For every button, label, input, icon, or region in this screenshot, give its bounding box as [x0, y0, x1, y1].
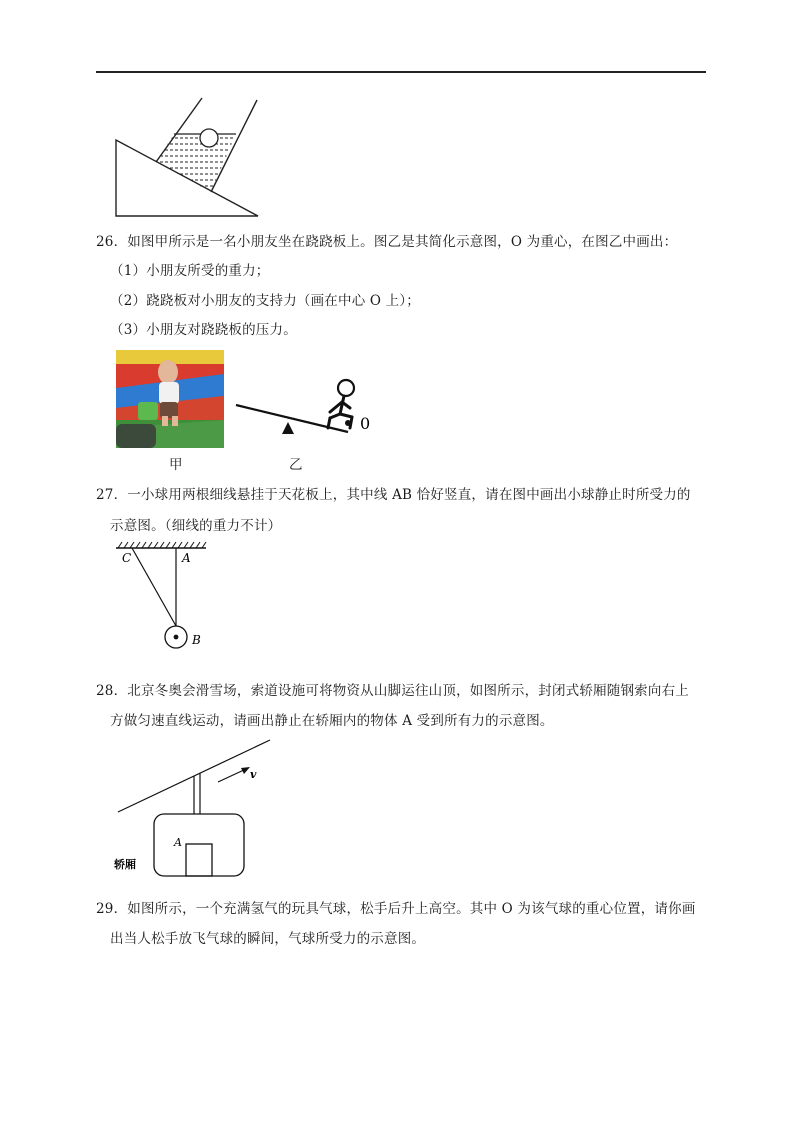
q27-stem-line1: 27．一小球用两根细线悬挂于天花板上，其中线 AB 恰好竖直，请在图中画出小球静止时所受力的	[96, 487, 691, 503]
cabin	[154, 814, 244, 876]
q28-stem-line2: 方做匀速直线运动，请画出静止在轿厢内的物体 A 受到所有力的示意图。	[110, 713, 554, 729]
seesaw-pivot	[282, 422, 294, 434]
label-a: A	[174, 836, 182, 849]
incline-triangle	[116, 140, 258, 216]
q26-item-2: （2）跷跷板对小朋友的支持力（画在中心 O 上）；	[110, 293, 420, 309]
point-o-label: 0	[360, 414, 371, 433]
q26-item-1: （1）小朋友所受的重力；	[110, 263, 270, 279]
ball	[200, 129, 218, 147]
velocity-arrow	[218, 769, 246, 782]
q26-item-3: （3）小朋友对跷跷板的压力。	[110, 322, 297, 338]
child-on-seesaw-photo	[116, 350, 224, 448]
q28-stem-line1: 28．北京冬奥会滑雪场，索道设施可将物资从山脚运往山顶，如图所示，封闭式轿厢随钢索向右上	[96, 683, 689, 699]
seesaw-diagram	[230, 372, 380, 444]
center-point-o	[345, 420, 351, 426]
string-cb	[132, 548, 176, 626]
object-a	[186, 844, 212, 876]
label-a: A	[182, 551, 191, 565]
stick-figure	[328, 380, 354, 428]
label-v: v	[250, 768, 257, 781]
q29-stem-line1: 29．如图所示，一个充满氢气的玩具气球，松手后升上高空。其中 O 为该气球的重心位置，请你画	[96, 901, 696, 917]
fig-label-yi: 乙	[289, 457, 303, 473]
q27-stem-line2: 示意图。（细线的重力不计）	[110, 518, 282, 534]
cable-car-figure	[108, 732, 278, 880]
hanging-ball-figure	[112, 538, 212, 654]
label-c: C	[122, 551, 132, 565]
header-rule	[96, 71, 706, 73]
fig-label-jia: 甲	[169, 457, 183, 473]
incline-container-figure	[110, 94, 270, 224]
label-car: 轿厢	[114, 858, 136, 871]
label-b: B	[192, 633, 201, 647]
q26-stem: 26．如图甲所示是一名小朋友坐在跷跷板上。图乙是其简化示意图，O 为重心，在图乙中画出：	[96, 234, 678, 250]
q29-stem-line2: 出当人松手放飞气球的瞬间，气球所受力的示意图。	[110, 931, 426, 947]
